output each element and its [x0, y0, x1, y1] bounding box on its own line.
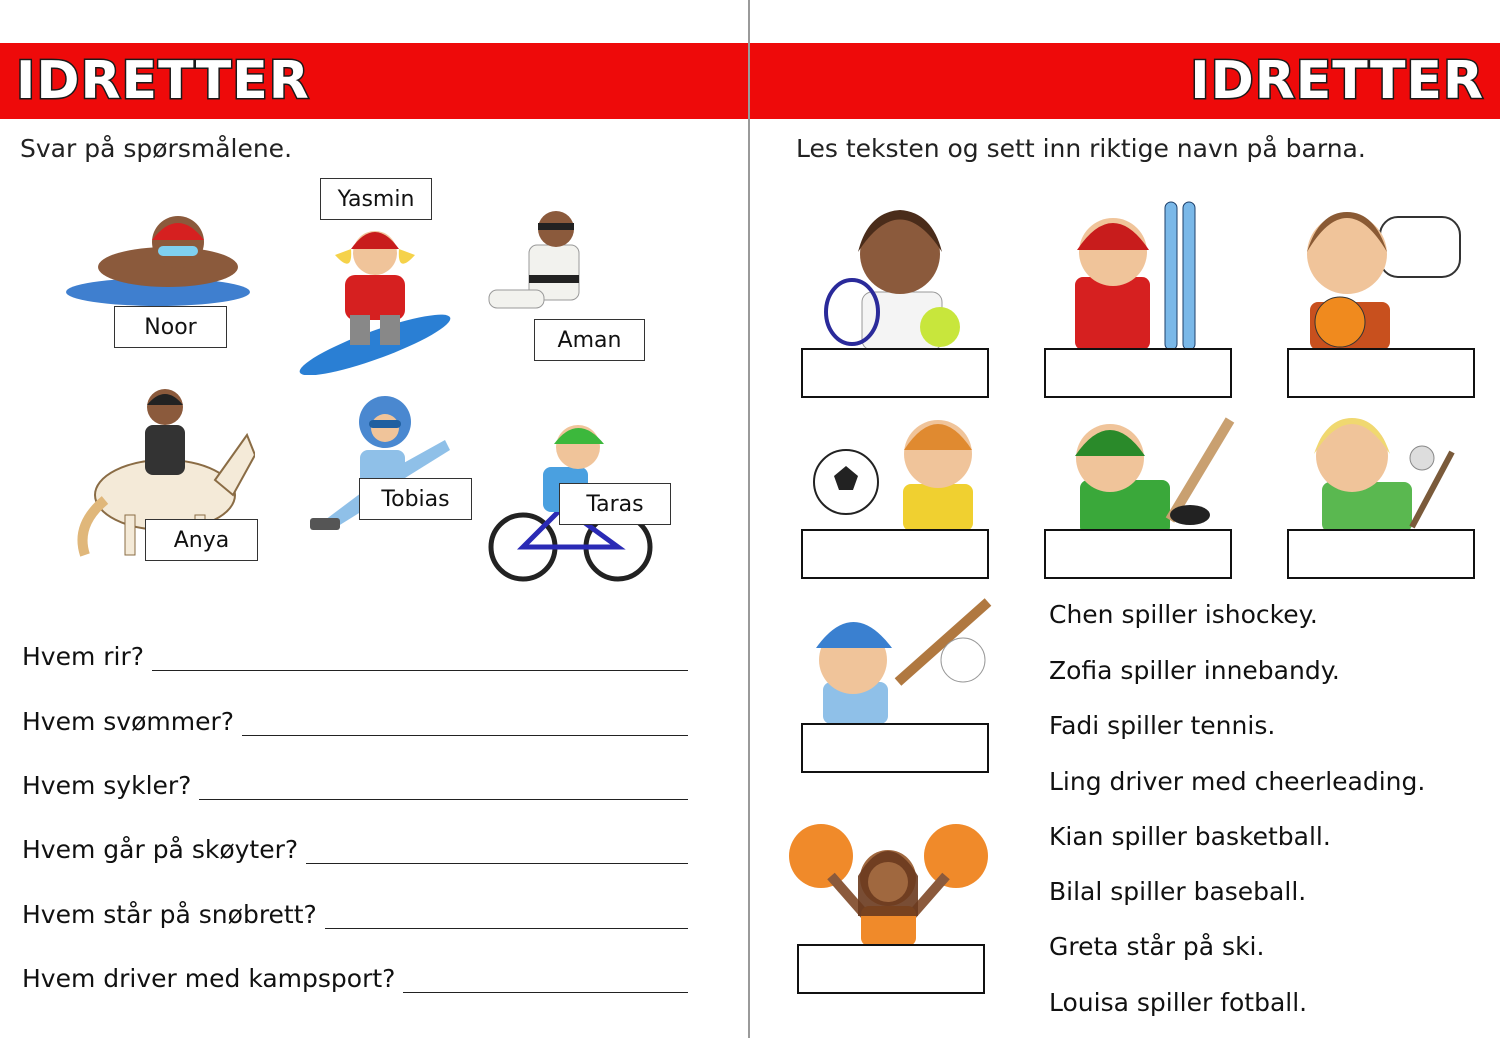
label-taras: Taras: [559, 483, 671, 525]
sentence: Ling driver med cheerleading.: [1049, 767, 1426, 796]
answer-box-cheerleading[interactable]: [797, 944, 985, 994]
snowboarder-illustration: [295, 215, 455, 375]
left-banner: [0, 43, 748, 119]
answer-box-basketball[interactable]: [1287, 348, 1475, 398]
page-divider: [748, 0, 750, 1038]
ski-kid-illustration: [1065, 192, 1215, 350]
answer-box-football[interactable]: [801, 529, 989, 579]
sentence: Greta står på ski.: [1049, 932, 1265, 961]
left-instruction: Svar på spørsmålene.: [20, 134, 293, 163]
basketball-kid-illustration: [1285, 192, 1470, 350]
baseball-kid-illustration: [808, 592, 998, 724]
answer-line[interactable]: [403, 970, 688, 993]
question-row: [22, 642, 688, 671]
football-kid-illustration: [808, 406, 993, 531]
answer-line[interactable]: [325, 906, 688, 929]
answer-line[interactable]: [152, 648, 688, 671]
answer-box-baseball[interactable]: [801, 723, 989, 773]
question-text: Hvem svømmer?: [22, 707, 235, 736]
right-instruction: Les teksten og sett inn riktige navn på barna.: [796, 134, 1366, 163]
right-banner: [750, 43, 1500, 119]
hockey-kid-illustration: [1065, 410, 1245, 535]
swimmer-illustration: [58, 212, 258, 312]
answer-line[interactable]: [306, 841, 688, 864]
tennis-kid-illustration: [822, 192, 972, 350]
sentence: Fadi spiller tennis.: [1049, 711, 1276, 740]
question-text: Hvem går på skøyter?: [22, 835, 299, 864]
sentence: Chen spiller ishockey.: [1049, 600, 1318, 629]
karate-illustration: [484, 205, 614, 330]
sentence: Kian spiller basketball.: [1049, 822, 1331, 851]
left-title: IDRETTER: [16, 51, 310, 111]
answer-box-floorball[interactable]: [1287, 529, 1475, 579]
label-anya: Anya: [145, 519, 258, 561]
floorball-kid-illustration: [1282, 402, 1462, 532]
question-text: Hvem driver med kampsport?: [22, 964, 396, 993]
question-row: [22, 771, 688, 800]
answer-line[interactable]: [199, 777, 688, 800]
question-row: [22, 900, 688, 929]
label-yasmin: Yasmin: [320, 178, 432, 220]
answer-line[interactable]: [242, 713, 688, 736]
answer-box-ski[interactable]: [1044, 348, 1232, 398]
label-aman: Aman: [534, 319, 645, 361]
question-row: [22, 964, 688, 993]
question-text: Hvem rir?: [22, 642, 145, 671]
question-text: Hvem står på snøbrett?: [22, 900, 317, 929]
answer-box-hockey[interactable]: [1044, 529, 1232, 579]
label-noor: Noor: [114, 306, 227, 348]
answer-box-tennis[interactable]: [801, 348, 989, 398]
sentence: Zofia spiller innebandy.: [1049, 656, 1340, 685]
sentence: Bilal spiller baseball.: [1049, 877, 1307, 906]
sentence: Louisa spiller fotball.: [1049, 988, 1308, 1017]
question-row: [22, 835, 688, 864]
label-tobias: Tobias: [359, 478, 472, 520]
question-row: [22, 707, 688, 736]
question-text: Hvem sykler?: [22, 771, 192, 800]
right-title: IDRETTER: [1190, 51, 1484, 111]
cheerleader-illustration: [786, 816, 996, 946]
